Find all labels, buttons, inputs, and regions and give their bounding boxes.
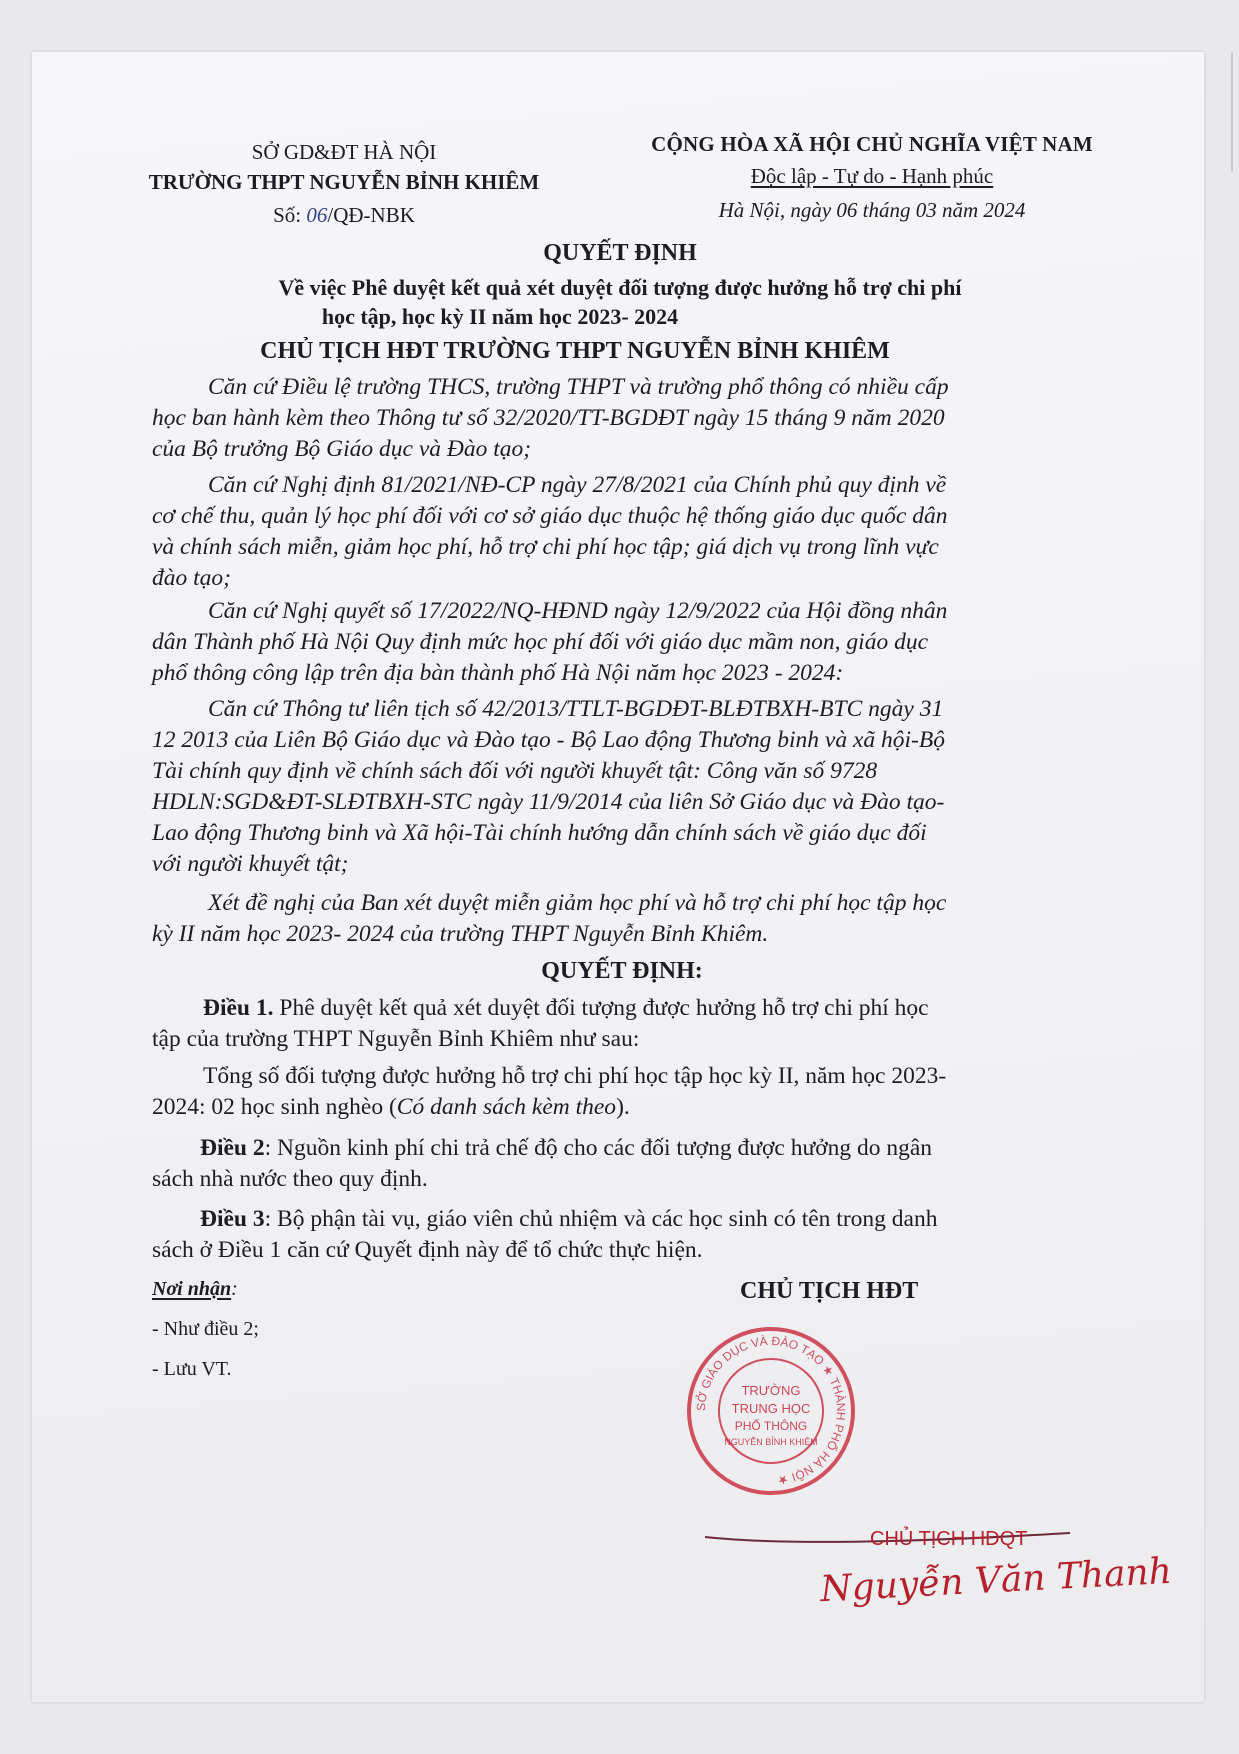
recipient-item: - Như điều 2; [152,1318,259,1340]
preamble-line: Căn cứ Nghị quyết số 17/2022/NQ-HĐND ngày 12/9/2022 của Hội đồng nhân [208,598,948,624]
recipients-label: Nơi nhận: [152,1278,238,1300]
document-title: QUYẾT ĐỊNH [543,240,697,266]
nation-motto: Độc lập - Tự do - Hạnh phúc [750,164,994,188]
article-2-line: sách nhà nước theo quy định. [152,1166,428,1192]
school-name: TRƯỜNG THPT NGUYỄN BỈNH KHIÊM [148,170,540,194]
preamble-line: cơ chế thu, quản lý học phí đối với cơ sở giáo dục thuộc hệ thống giáo dục quốc dân [152,503,948,529]
decision-heading: QUYẾT ĐỊNH: [541,958,703,984]
number-prefix: Số: [273,203,307,227]
article-2-label: Điều 2 [200,1135,265,1161]
preamble-line: Lao động Thương binh và Xã hội-Tài chính hướng dẫn chính sách về giáo dục đối [152,820,927,846]
number-suffix: /QĐ-NBK [327,203,415,227]
signature-title: CHỦ TỊCH HĐT [740,1278,919,1304]
article-3-line: Điều 3: Bộ phận tài vụ, giáo viên chủ nhiệm và các học sinh có tên trong danh [200,1206,938,1232]
svg-text:TRUNG HỌC: TRUNG HỌC [731,1401,811,1416]
preamble-line: Căn cứ Thông tư liên tịch số 42/2013/TTLT-BGDĐT-BLĐTBXH-BTC ngày 31 [208,696,944,722]
preamble-line: kỳ II năm học 2023- 2024 của trường THPT Nguyễn Bỉnh Khiêm. [152,921,769,947]
article-2-line: Điều 2: Nguồn kinh phí chi trả chế độ cho các đối tượng được hưởng do ngân [200,1135,933,1161]
document-date: Hà Nội, ngày 06 tháng 03 năm 2024 [718,198,1026,222]
svg-text:NGUYỄN BỈNH KHIÊM: NGUYỄN BỈNH KHIÊM [724,1437,818,1447]
article-1-line: 2024: 02 học sinh nghèo (Có danh sách kèm theo). [152,1094,630,1120]
preamble-line: Căn cứ Điều lệ trường THCS, trường THPT và trường phổ thông có nhiều cấp [208,374,949,400]
subject-line-1: Về việc Phê duyệt kết quả xét duyệt đối tượng được hưởng hỗ trợ chi phí [278,275,962,300]
preamble-line: HDLN:SGD&ĐT-SLĐTBXH-STC ngày 11/9/2014 của liên Sở Giáo dục và Đào tạo- [152,789,945,815]
article-1-line: Điều 1. Phê duyệt kết quả xét duyệt đối tượng được hưởng hỗ trợ chi phí học [203,995,929,1021]
document-number [273,203,415,228]
preamble-line: với người khuyết tật; [152,851,349,877]
number-handwritten: 06 [306,203,328,227]
preamble-line: và chính sách miễn, giảm học phí, hỗ trợ chi phí học tập; giá dịch vụ trong lĩnh vực [152,534,939,560]
svg-text:PHỔ THÔNG: PHỔ THÔNG [734,1419,808,1433]
page-edge [1231,52,1233,172]
subject-line-2: học tập, học kỳ II năm học 2023- 2024 [321,304,679,329]
article-1-label: Điều 1. [203,995,274,1021]
article-3-label: Điều 3 [200,1206,265,1232]
signer-name: Nguyễn Văn Thanh [819,1550,1173,1611]
article-1-line: Tổng số đối tượng được hưởng hỗ trợ chi phí học tập học kỳ II, năm học 2023- [203,1063,947,1089]
svg-text:TRƯỜNG: TRƯỜNG [741,1383,801,1398]
preamble-line: 12 2013 của Liên Bộ Giáo dục và Đào tạo - Bộ Lao động Thương binh và xã hội-Bộ [152,727,945,753]
preamble-line: học ban hành kèm theo Thông tư số 32/2020/TT-BGDĐT ngày 15 tháng 9 năm 2020 [152,405,945,431]
recipient-item: - Lưu VT. [152,1358,232,1380]
preamble-line: Tài chính quy định về chính sách đối với người khuyết tật: Công văn số 9728 [152,758,878,784]
preamble-line: dân Thành phố Hà Nội Quy định mức học phí đối với giáo dục mầm non, giáo dục [152,629,928,655]
preamble-line: của Bộ trưởng Bộ Giáo dục và Đào tạo; [152,436,532,462]
article-3-line: sách ở Điều 1 căn cứ Quyết định này để tổ chức thực hiện. [152,1237,703,1263]
preamble-line: đào tạo; [152,565,231,591]
signer-title: CHỦ TỊCH HĐQT [870,1528,1028,1550]
authority-title: CHỦ TỊCH HĐT TRƯỜNG THPT NGUYỄN BỈNH KHIÊM [260,338,890,364]
svg-text:SỞ GIÁO DỤC VÀ ĐÀO TẠO ★ THÀNH: SỞ GIÁO DỤC VÀ ĐÀO TẠO ★ THÀNH PHỐ HÀ NỘI ★ [693,1333,849,1488]
nation-name: CỘNG HÒA XÃ HỘI CHỦ NGHĨA VIỆT NAM [651,132,1093,156]
preamble-line: Xét đề nghị của Ban xét duyệt miễn giảm học phí và hỗ trợ chi phí học tập học [208,890,947,916]
department-name: SỞ GD&ĐT HÀ NỘI [251,140,437,164]
preamble-line: phổ thông công lập trên địa bàn thành phố Hà Nội năm học 2023 - 2024: [152,660,844,686]
school-seal [685,1325,857,1497]
preamble-line: Căn cứ Nghị định 81/2021/NĐ-CP ngày 27/8/2021 của Chính phủ quy định về [208,472,947,498]
article-1-line: tập của trường THPT Nguyễn Bỉnh Khiêm như sau: [152,1026,640,1052]
